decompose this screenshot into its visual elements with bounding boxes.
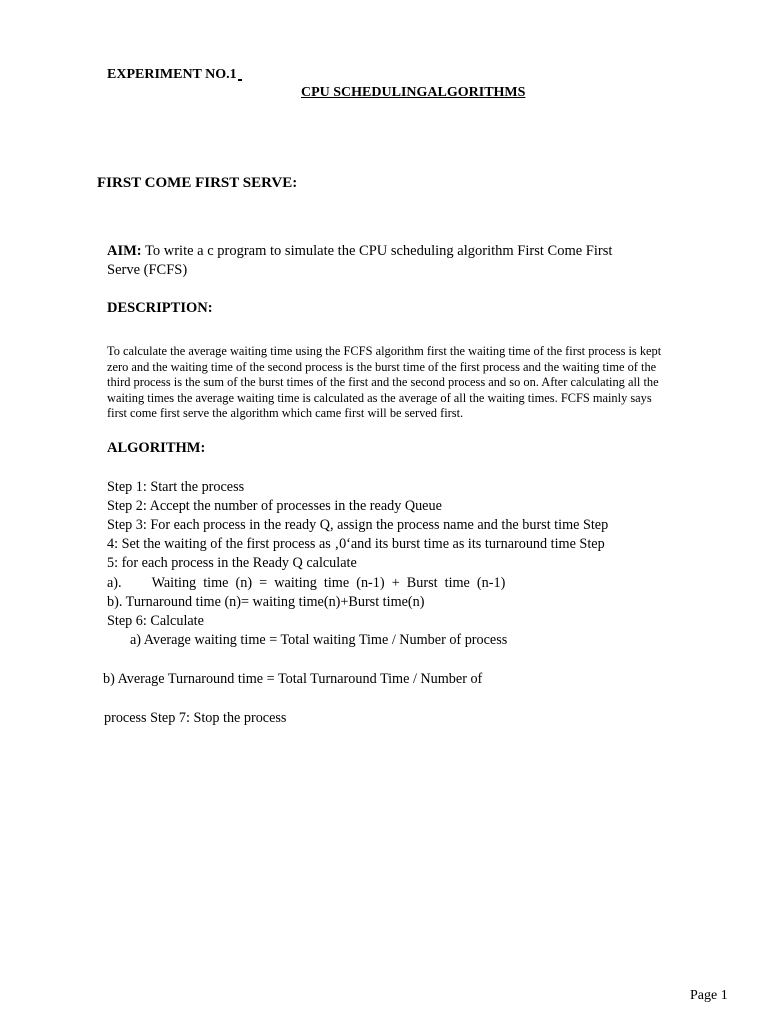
aim-line-1: To write a c program to simulate the CPU scheduling algorithm First Come First [145, 243, 613, 259]
waiting-formula: Waiting time (n) = waiting time (n-1) + Burst time (n-1) [151, 575, 506, 591]
description-line: third process is the sum of the burst times of the first and the second process and so on. After calculating all the [107, 375, 659, 389]
algorithm-line: Step 2: Accept the number of processes in the ready Queue [107, 498, 442, 514]
algorithm-line: Step 6: Calculate [107, 613, 204, 629]
aim-label: AIM: [107, 243, 142, 259]
aim-paragraph [107, 242, 612, 280]
algorithm-line: a) Average waiting time = Total waiting Time / Number of process [130, 632, 508, 648]
description-heading: DESCRIPTION: [107, 300, 213, 316]
waiting-prefix: a). [107, 575, 122, 591]
algorithm-line: b). Turnaround time (n)= waiting time(n)+Burst time(n) [107, 594, 425, 610]
document-title: CPU SCHEDULINGALGORITHMS [301, 85, 526, 100]
algorithm-line-waiting [107, 575, 505, 592]
algorithm-line: process Step 7: Stop the process [104, 710, 287, 726]
aim-line-2: Serve (FCFS) [107, 262, 188, 278]
page-number: Page 1 [690, 988, 728, 1003]
algorithm-heading: ALGORITHM: [107, 440, 206, 456]
underscore-mark [238, 79, 242, 81]
algorithm-line: Step 3: For each process in the ready Q, assign the process name and the burst time Step [107, 517, 609, 533]
description-line: zero and the waiting time of the second process is the burst time of the first process and the waiting time of the [107, 359, 657, 374]
algorithm-line: 4: Set the waiting of the first process as ‚0‘and its burst time as its turnaround time Step [107, 536, 605, 552]
description-body [107, 344, 661, 422]
algorithm-line: b) Average Turnaround time = Total Turnaround Time / Number of [103, 671, 483, 687]
description-line: To calculate the average waiting time using the FCFS algorithm first the waiting time of the first process is kept [107, 344, 662, 358]
algorithm-line: 5: for each process in the Ready Q calculate [107, 555, 357, 571]
description-line: first come first serve the algorithm which came first will be served first. [107, 406, 464, 420]
description-line: waiting times the average waiting time is calculated as the average of all the waiting times. FCFS mainly says [107, 390, 652, 405]
algorithm-line: Step 1: Start the process [107, 479, 245, 495]
experiment-number: EXPERIMENT NO.1 [107, 67, 242, 83]
section-heading: FIRST COME FIRST SERVE: [97, 175, 298, 191]
